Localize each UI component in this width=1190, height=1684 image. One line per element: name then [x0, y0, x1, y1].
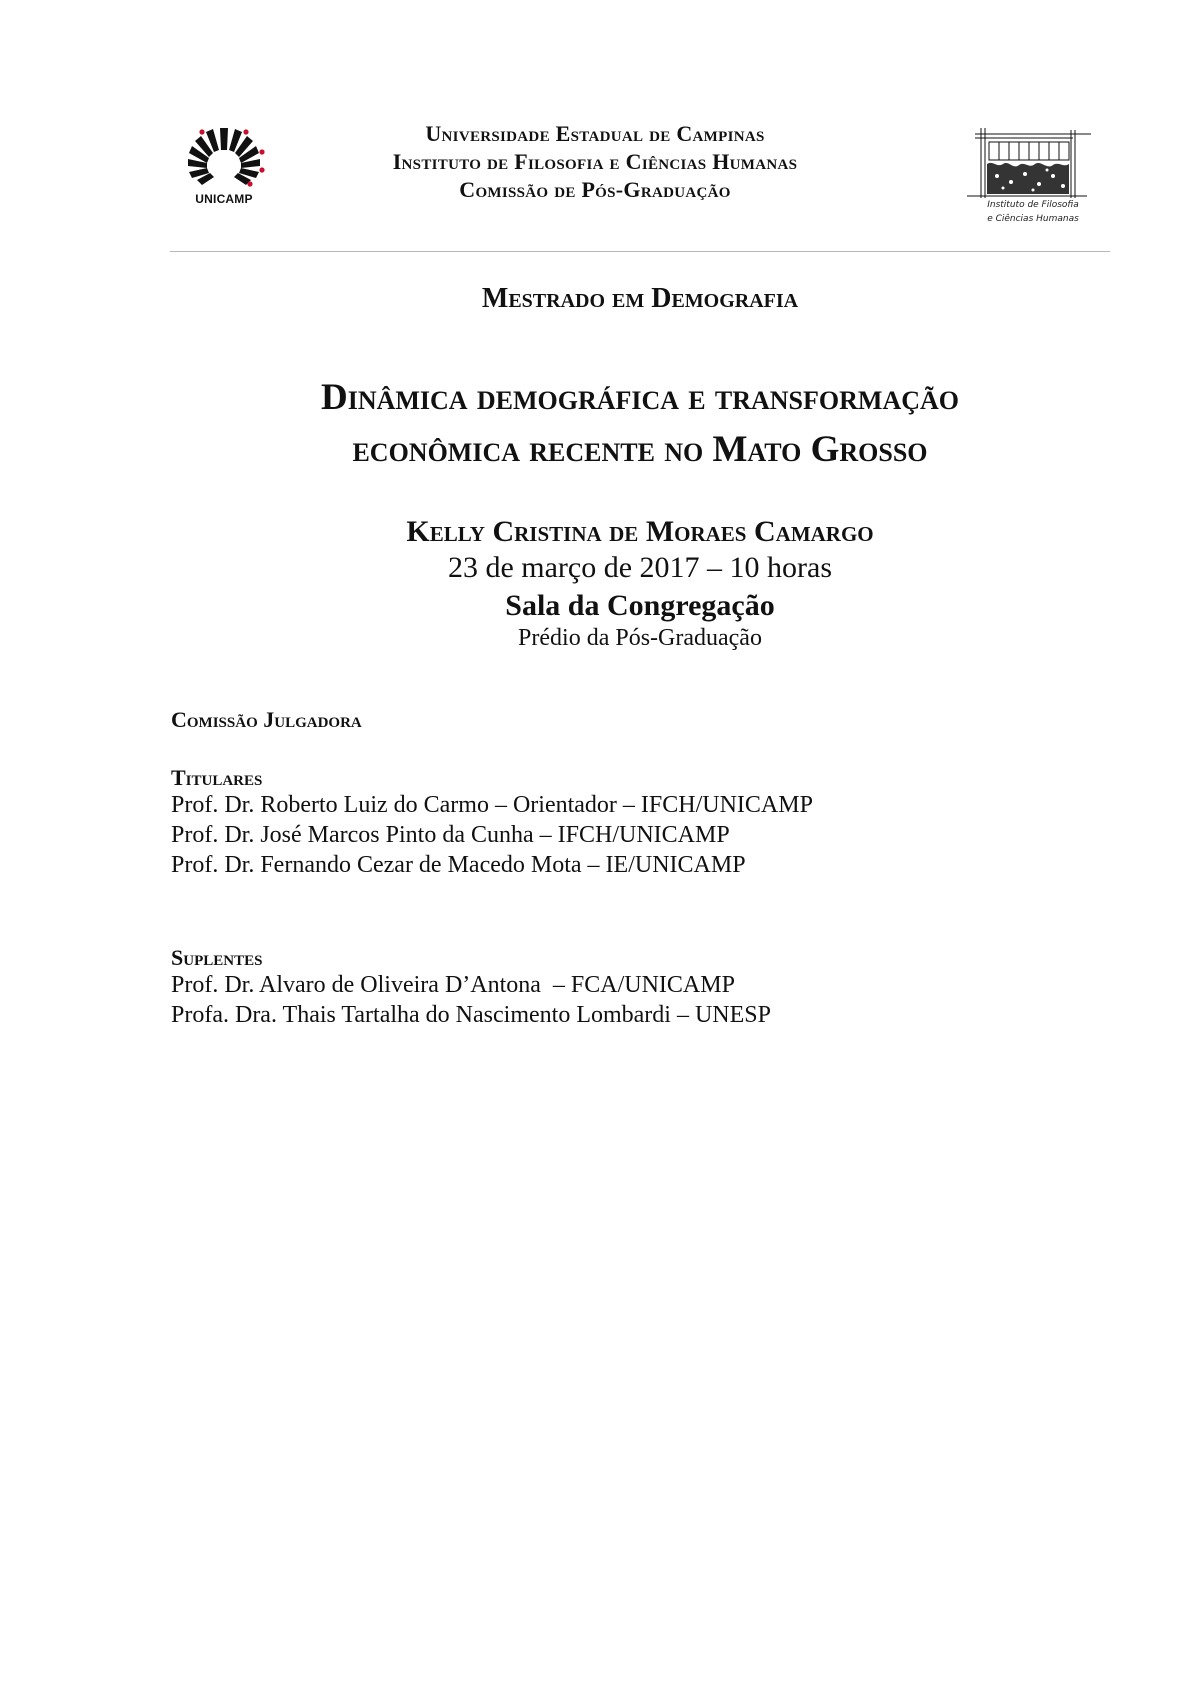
thesis-title: [0, 372, 1190, 476]
thesis-title-line2: econômica recente no Mato Grosso: [352, 429, 928, 470]
titulares-heading: Titulares: [171, 765, 263, 790]
committee-heading: Comissão Julgadora: [171, 707, 362, 732]
building-sketch-icon: [963, 124, 1093, 204]
list-item: Prof. Dr. Alvaro de Oliveira D’Antona – FCA/UNICAMP: [171, 972, 735, 998]
unicamp-logo: [182, 122, 272, 212]
thesis-title-line1: Dinâmica demográfica e transformação: [320, 377, 959, 418]
suplentes-heading: Suplentes: [171, 945, 263, 970]
ifch-logo-caption-line1: Instituto de Filosofia: [987, 200, 1079, 210]
unicamp-emblem-icon: [182, 122, 266, 192]
header-university: Universidade Estadual de Campinas: [425, 121, 765, 146]
list-item: Prof. Dr. José Marcos Pinto da Cunha – IFCH/UNICAMP: [171, 822, 730, 848]
list-item: Prof. Dr. Fernando Cezar de Macedo Mota – IE/UNICAMP: [171, 852, 746, 878]
program-title: Mestrado em Demografia: [481, 283, 799, 314]
list-item: Profa. Dra. Thais Tartalha do Nascimento Lombardi – UNESP: [171, 1002, 771, 1028]
titulares-list: [171, 790, 813, 880]
list-item: Prof. Dr. Roberto Luiz do Carmo – Orientador – IFCH/UNICAMP: [171, 792, 813, 818]
defense-room: Sala da Congregação: [505, 589, 775, 622]
header-commission: Comissão de Pós-Graduação: [459, 177, 731, 202]
ifch-logo-caption: [973, 198, 1093, 226]
header-divider: [170, 251, 1110, 252]
suplentes-list: [171, 970, 771, 1030]
defense-building: Prédio da Pós-Graduação: [518, 625, 762, 651]
defense-date: 23 de março de 2017 – 10 horas: [447, 551, 833, 584]
ifch-logo-caption-line2: e Ciências Humanas: [987, 214, 1079, 224]
header-institute: Instituto de Filosofia e Ciências Humanas: [392, 149, 798, 174]
ifch-logo: [963, 124, 1093, 228]
author-name: Kelly Cristina de Moraes Camargo: [406, 515, 874, 548]
unicamp-logo-text: UNICAMP: [195, 192, 253, 206]
header-institution-lines: [300, 120, 890, 204]
